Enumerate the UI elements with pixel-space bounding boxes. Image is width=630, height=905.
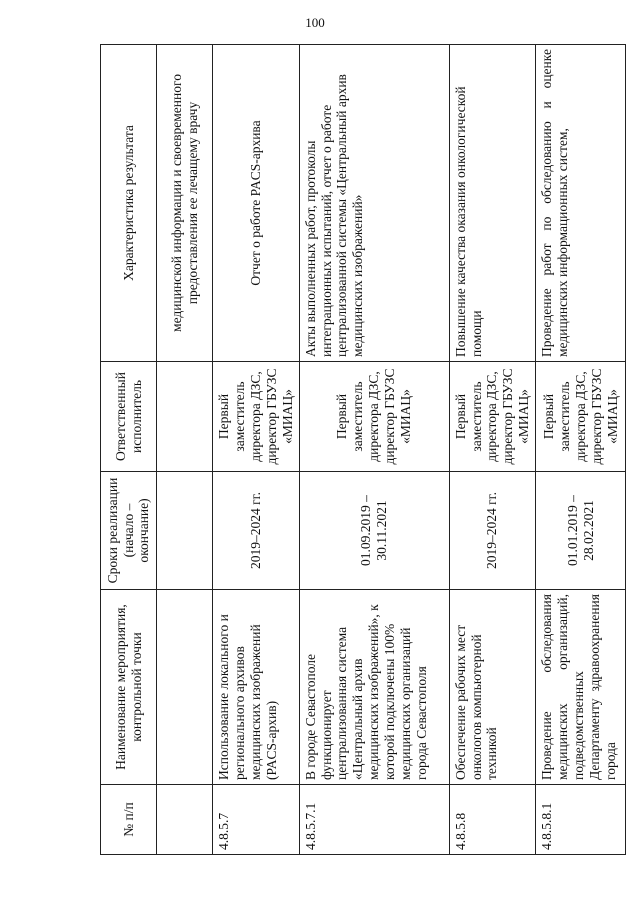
header-name: Наименование мероприятия, контрольной точки <box>101 590 157 785</box>
table-row <box>157 45 213 855</box>
plan-table <box>100 44 626 855</box>
cell-responsible: Первый заместитель директора ДЗС, директор ГБУЗС «МИАЦ» <box>449 362 536 472</box>
cell-responsible: Первый заместитель директора ДЗС, директор ГБУЗС «МИАЦ» <box>213 362 300 472</box>
cell-num: 4.8.5.7 <box>213 785 300 855</box>
cell-num: 4.8.5.8.1 <box>536 785 626 855</box>
header-num: № п/п <box>101 785 157 855</box>
cell-period: 01.09.2019 – 30.11.2021 <box>299 472 449 590</box>
cell-period: 2019–2024 гг. <box>449 472 536 590</box>
cell-result: Повышение качества оказания онкологической помощи <box>449 45 536 362</box>
table-row <box>536 45 626 855</box>
header-result: Характеристика результата <box>101 45 157 362</box>
cell-result: Акты выполненных работ, протоколы интеграционных испытаний, отчет о работе централизованной системы «Центральный архив медицинских изображений» <box>299 45 449 362</box>
cell-responsible <box>157 362 213 472</box>
cell-name: В городе Севастополе функционирует централизованная система «Центральный архив медицинских изображений», к которой подключены 100% медицинских организаций города Севастополя <box>299 590 449 785</box>
table-row <box>449 45 536 855</box>
cell-responsible: Первый заместитель директора ДЗС, директор ГБУЗС «МИАЦ» <box>299 362 449 472</box>
table-row <box>299 45 449 855</box>
cell-num: 4.8.5.8 <box>449 785 536 855</box>
cell-name: Обеспечение рабочих мест онкологов компьютерной техникой <box>449 590 536 785</box>
header-responsible: Ответственный исполнитель <box>101 362 157 472</box>
cell-name: Использование локального и регионального архивов медицинских изображений (PACS-архив) <box>213 590 300 785</box>
cell-period: 01.01.2019 – 28.02.2021 <box>536 472 626 590</box>
header-row <box>101 45 157 855</box>
cell-period <box>157 472 213 590</box>
page-number: 100 <box>305 15 325 30</box>
cell-name: Проведение обследования медицинских организаций, подведомственных Департаменту здравоохранения города <box>536 590 626 785</box>
cell-responsible: Первый заместитель директора ДЗС, директор ГБУЗС «МИАЦ» <box>536 362 626 472</box>
table-row <box>213 45 300 855</box>
header-period: Сроки реализации (начало – окончание) <box>101 472 157 590</box>
cell-result: Отчет о работе PACS-архива <box>213 45 300 362</box>
cell-result: медицинской информации и своевременного предоставления ее лечащему врачу <box>157 45 213 362</box>
cell-period: 2019–2024 гг. <box>213 472 300 590</box>
cell-name <box>157 590 213 785</box>
rotated-table-container <box>100 45 620 855</box>
cell-result: Проведение работ по обследованию и оценке медицинских информационных систем, <box>536 45 626 362</box>
cell-num: 4.8.5.7.1 <box>299 785 449 855</box>
cell-num <box>157 785 213 855</box>
